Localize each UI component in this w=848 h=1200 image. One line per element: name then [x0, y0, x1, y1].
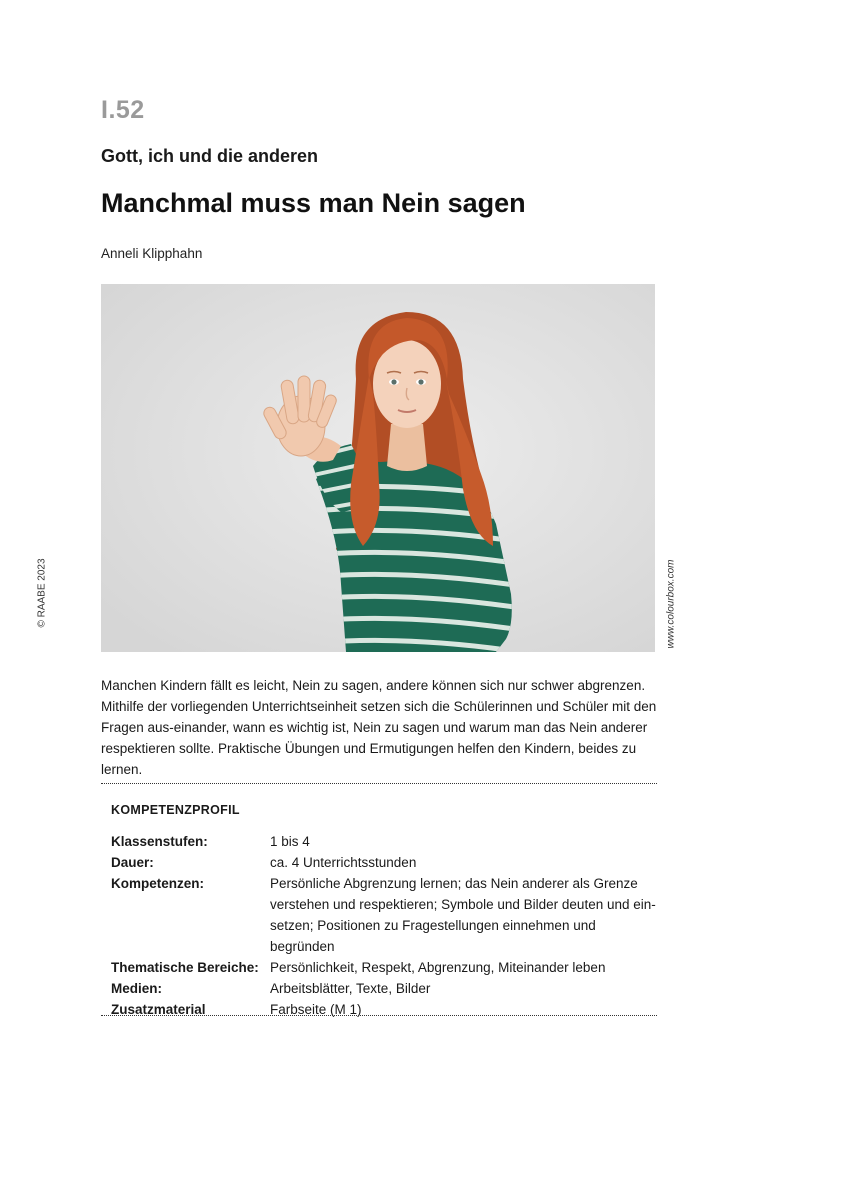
- series-title: Gott, ich und die anderen: [101, 146, 319, 166]
- author-name: Anneli Klipphahn: [101, 246, 203, 261]
- chapter-number: I.52: [101, 96, 145, 124]
- profile-label: Thematische Bereiche:: [111, 960, 259, 975]
- profile-value: ca. 4 Unterrichtsstunden: [270, 855, 417, 870]
- profile-value: 1 bis 4: [270, 834, 310, 849]
- profile-value: Persönlichkeit, Respekt, Abgrenzung, Miteinander leben: [270, 960, 606, 975]
- cover-photo: [101, 284, 655, 652]
- profile-row: [111, 957, 656, 978]
- profile-row: [111, 999, 656, 1020]
- profile-label: Medien:: [111, 981, 163, 996]
- profile-value: Arbeitsblätter, Texte, Bilder: [270, 981, 431, 996]
- profile-heading: KOMPETENZPROFIL: [111, 803, 240, 817]
- profile-label: Dauer:: [111, 855, 154, 870]
- divider-top: [101, 783, 657, 784]
- profile-label: Klassenstufen:: [111, 834, 208, 849]
- profile-row: [111, 831, 656, 852]
- page-title: Manchmal muss man Nein sagen: [101, 188, 526, 218]
- image-credit: www.colourbox.com: [665, 559, 677, 649]
- profile-value: Farbseite (M 1): [270, 1002, 362, 1017]
- profile-label: Kompetenzen:: [111, 876, 205, 891]
- intro-paragraph: Manchen Kindern fällt es leicht, Nein zu sagen, andere können sich nur schwer abgrenzen. Mithilfe der vorliegenden Unterrichtseinheit setzen sich die Schülerinnen und Schüler mit den Fragen aus-einander, wann es wichtig ist, Nein zu sagen und warum man das Nein anderer respektieren sollte. Praktische Übungen und Ermutigungen helfen den Kindern, beides zu lernen.: [101, 678, 657, 777]
- profile-value: Persönliche Abgrenzung lernen; das Nein anderer als Grenze verstehen und respektieren; Symbole und Bilder deuten und ein-setzen; Positionen zu Fragestellungen einnehmen und begründen: [270, 876, 656, 954]
- profile-row: [111, 852, 656, 873]
- profile-row: [111, 978, 656, 999]
- profile-label: Zusatzmaterial: [111, 1002, 206, 1017]
- girl-stop-gesture-illustration: [101, 284, 655, 652]
- divider-bottom: [101, 1015, 657, 1016]
- profile-row: [111, 873, 656, 957]
- copyright-notice: © RAABE 2023: [36, 558, 48, 628]
- competence-profile: [111, 803, 656, 1020]
